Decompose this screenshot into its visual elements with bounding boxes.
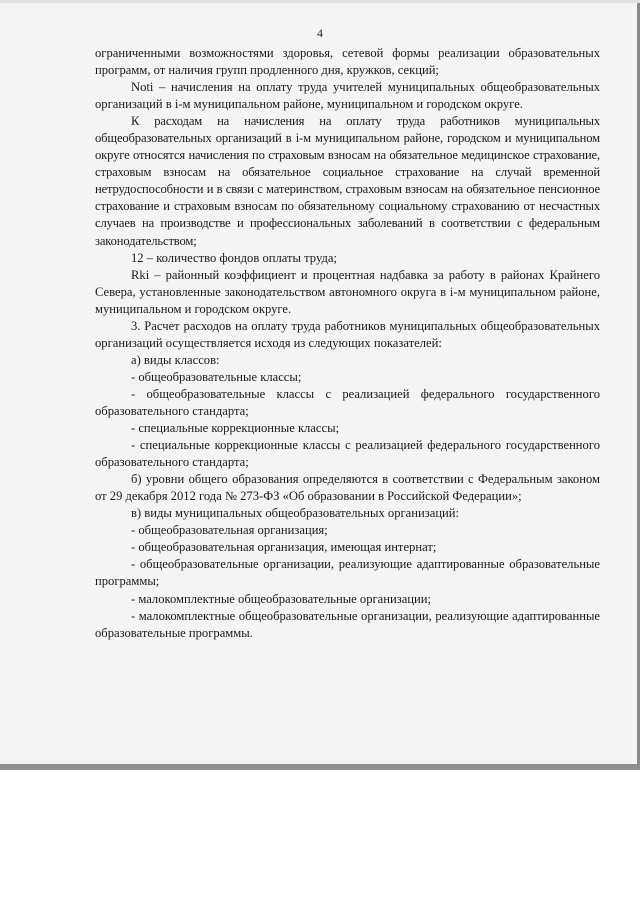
list-item: - общеобразовательные организации, реализующие адаптированные образовательные программы;	[95, 557, 600, 589]
paragraph: 12 – количество фондов оплаты труда;	[131, 250, 337, 265]
list-item: - специальные коррекционные классы с реализацией федерального государственного образовательного стандарта;	[95, 438, 600, 470]
list-item: - специальные коррекционные классы;	[131, 421, 340, 436]
list-heading: в) виды муниципальных общеобразовательных организаций:	[131, 506, 460, 521]
list-heading: а) виды классов:	[131, 352, 220, 367]
paragraph: Noti – начисления на оплату труда учителей муниципальных общеобразовательных организаций в i-м муниципальном районе, муниципальном и городском округе.	[95, 80, 600, 112]
paragraph: 3. Расчет расходов на оплату труда работников муниципальных общеобразовательных организаций осуществляется исходя из следующих показателей:	[95, 318, 600, 350]
document-body	[95, 45, 600, 642]
paragraph: б) уровни общего образования определяются в соответствии с Федеральным законом от 29 декабря 2012 года № 273-ФЗ «Об образовании в Российской Федерации»;	[95, 472, 600, 504]
scan-edge	[0, 0, 640, 3]
list-item: - малокомплектные общеобразовательные организации;	[131, 591, 432, 606]
page-number: 4	[317, 26, 323, 40]
paragraph: ограниченными возможностями здоровья, сетевой формы реализации образовательных программ, от наличия групп продленного дня, кружков, секций;	[95, 46, 600, 78]
paragraph: Rki – районный коэффициент и процентная надбавка за работу в районах Крайнего Севера, установленные законодательством автономного округа в i-м муниципальном районе, муниципальном и городском округе.	[95, 267, 600, 316]
list-item: - общеобразовательная организация, имеющая интернат;	[131, 540, 437, 555]
list-item: - общеобразовательные классы с реализацией федерального государственного образовательного стандарта;	[95, 386, 600, 418]
list-item: - общеобразовательная организация;	[131, 523, 328, 538]
list-item: - общеобразовательные классы;	[131, 369, 302, 384]
list-item: - малокомплектные общеобразовательные организации, реализующие адаптированные образовательные программы.	[95, 608, 600, 640]
paragraph: К расходам на начисления на оплату труда работников муниципальных общеобразовательных организаций в i-м муниципальном районе, городском и муниципальном округе относятся начисления по страховым взносам на обязательное медицинское страхование, страховым взносам на обязательное социальное страхование на случай временной нетрудоспособности и в связи с материнством, страховым взносам на обязательное пенсионное страхование и страховым взносам по обязательному социальному страхованию от несчастных случаев на производстве и профессиональных заболеваний в соответствии с федеральным законодательством;	[95, 114, 600, 248]
